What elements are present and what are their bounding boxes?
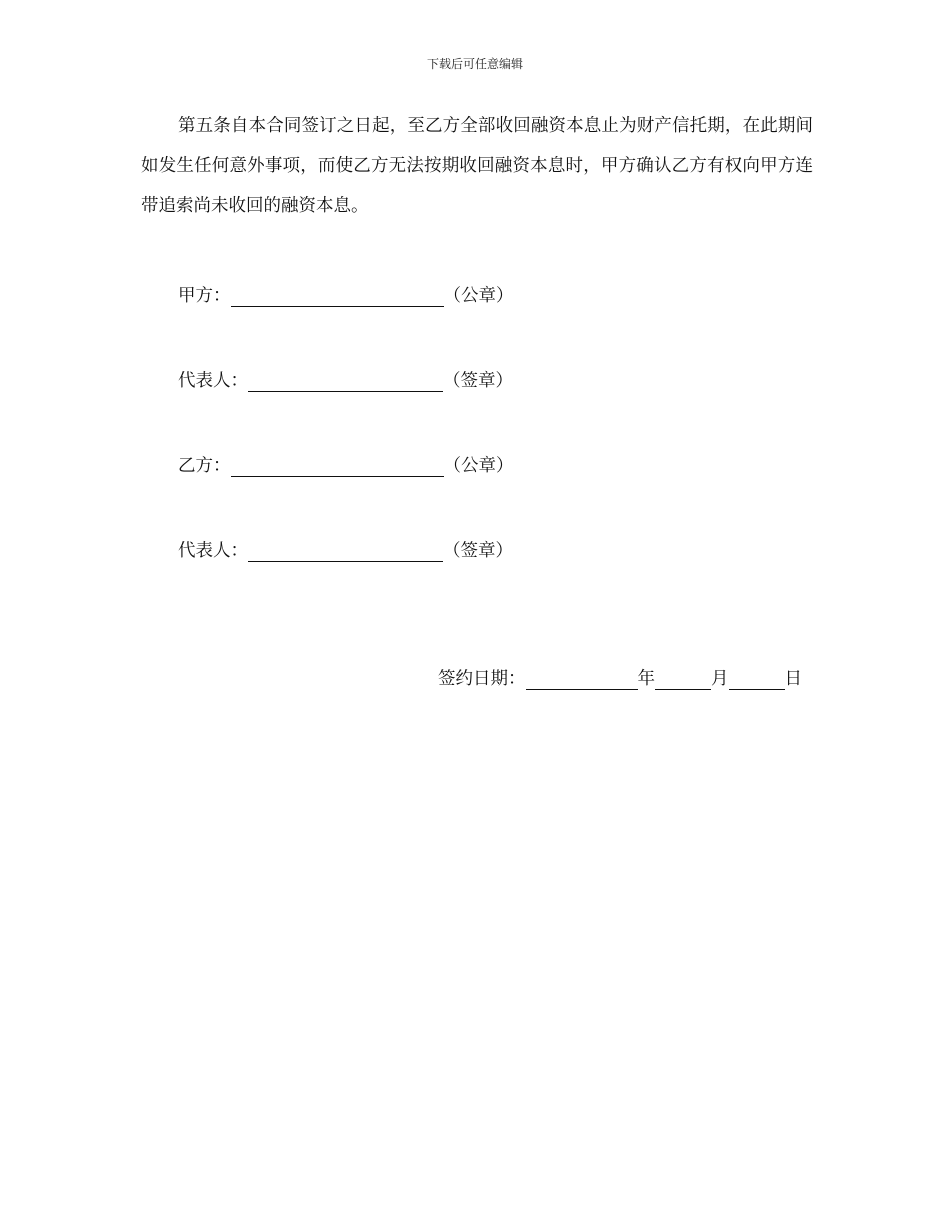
party-b-representative-blank [248, 541, 443, 562]
year-label: 年 [637, 669, 655, 689]
month-label: 月 [711, 669, 729, 689]
party-a-label: 甲方： [178, 286, 231, 306]
party-b-blank [231, 456, 444, 477]
party-a-representative-line [178, 366, 513, 392]
party-b-representative-seal-note: （签章） [443, 541, 513, 561]
signing-date-label: 签约日期： [438, 669, 526, 689]
day-blank [729, 669, 785, 690]
party-a-signature-line [178, 281, 514, 307]
party-b-signature-line [178, 451, 514, 477]
party-a-seal-note: （公章） [443, 286, 514, 306]
signing-date-line [438, 664, 802, 690]
year-blank [526, 669, 638, 690]
party-b-label: 乙方： [178, 456, 231, 476]
party-a-representative-label: 代表人： [178, 371, 248, 391]
party-a-representative-blank [248, 371, 443, 392]
party-b-representative-label: 代表人： [178, 541, 248, 561]
party-a-representative-seal-note: （签章） [443, 371, 513, 391]
day-label: 日 [784, 669, 802, 689]
party-a-blank [231, 286, 444, 307]
page-header: 下载后可任意编辑 [426, 57, 523, 71]
article-five-text: 第五条自本合同签订之日起，至乙方全部收回融资本息止为财产信托期，在此期间如发生任何意外事项，而使乙方无法按期收回融资本息时，甲方确认乙方有权向甲方连带追索尚未收回的融资本息。 [141, 116, 813, 216]
month-blank [655, 669, 711, 690]
party-b-representative-line [178, 536, 513, 562]
party-b-seal-note: （公章） [443, 456, 514, 476]
